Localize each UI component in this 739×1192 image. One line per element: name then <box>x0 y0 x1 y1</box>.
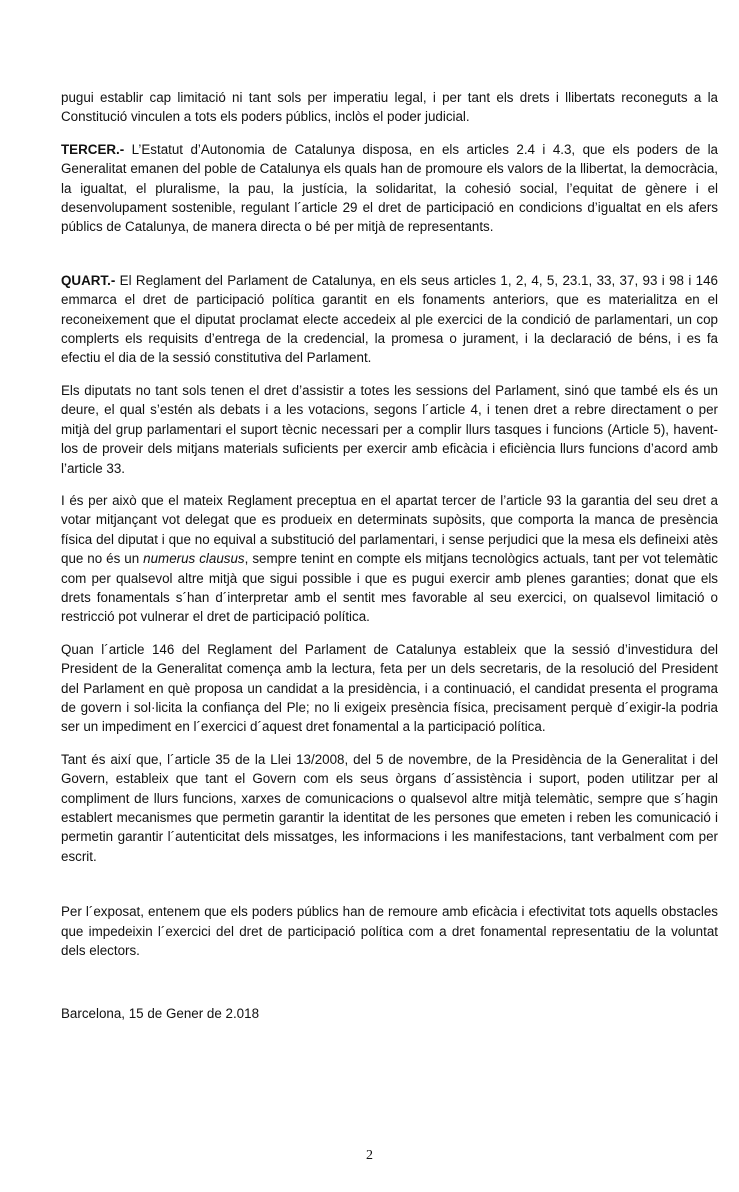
reglament-italic: numerus clausus <box>143 551 245 567</box>
document-body <box>61 88 718 1024</box>
reglament-text-b: , sempre tenint en compte els mitjans tecnològics actuals, tant per vot telemàtic com per qualsevol altre mitjà que sigui possible i que es pugui exercir amb plenes garanties; donat que els drets fonamentals s´han d´interpretar amb el sentit mes favorable al seu exercici, on qualsevol limitació o restricció pot vulnerar el dret de participació política. <box>61 551 719 625</box>
paragraph-investidura: Quan l´article 146 del Reglament del Parlament de Catalunya estableix que la sessió d’investidura del President de la Generalitat comença amb la lectura, feta per un dels secretaris, de la resolució del President del Parlament en què proposa un candidat a la presidència, i a continuació, el candidat presenta el programa de govern i sol·licita la confiança del Ple; no li exigeix presència física, precisament perquè d´exigir-la podria ser un impediment en l´exercici d´aquest dret fonamental a la participació política. <box>61 641 718 735</box>
paragraph-reglament <box>61 491 718 627</box>
paragraph-tercer <box>61 140 718 237</box>
paragraph-quart <box>61 271 718 368</box>
paragraph-exposat: Per l´exposat, entenem que els poders públics han de remoure amb eficàcia i efectivitat tots aquells obstacles que impedeixin l´exercici del dret de participació política com a dret fonamental representatiu de la voluntat dels electors. <box>61 904 718 959</box>
closing-date: Barcelona, 15 de Gener de 2.018 <box>61 1006 260 1022</box>
paragraph-continuation: pugui establir cap limitació ni tant sols per imperatiu legal, i per tant els drets i llibertats reconeguts a la Constitució vinculen a tots els poders públics, inclòs el poder judicial. <box>61 90 718 125</box>
quart-text: El Reglament del Parlament de Catalunya, en els seus articles 1, 2, 4, 5, 23.1, 33, 37, 93 i 98 i 146 emmarca el dret de participació política garantit en els fonaments anteriors, que es materialitza en el reconeixement que el diputat proclamat electe accedeix al ple exercici de la condició de parlamentari, un cop complerts els requisits d’entrega de la credencial, la promesa o jurament, i la declaració de béns, i es fa efectiu el dia de la sessió constitutiva del Parlament. <box>61 272 718 366</box>
quart-label: QUART.- <box>61 272 116 288</box>
paragraph-diputats: Els diputats no tant sols tenen el dret d’assistir a totes les sessions del Parlament, sinó que també els és un deure, el qual s’estén als debats i a les votacions, segons l´article 4, i tenen dret a rebre directament o per mitjà del grup parlamentari el suport tècnic necessari per a complir llurs tasques i funcions (Article 5), havent-los de proveir dels mitjans materials suficients per exercir amb eficàcia i eficiència llurs funcions d’acord amb l’article 33. <box>61 382 718 476</box>
tercer-label: TERCER.- <box>61 141 125 157</box>
page-number: 2 <box>366 1148 373 1163</box>
paragraph-llei: Tant és així que, l´article 35 de la Llei 13/2008, del 5 de novembre, de la Presidència de la Generalitat i del Govern, estableix que tant el Govern com els seus òrgans d´assistència i suport, poden utilitzar per al compliment de llurs funcions, xarxes de comunicacions o qualsevol altre mitjà telemàtic, sempre que s´hagin establert mecanismes que permetin garantir la identitat de les persones que emeten i reben les comunicació i permetin garantir l´autenticitat dels missatges, les informacions i les manifestacions, tant verbalment com per escrit. <box>61 751 718 864</box>
reglament-text-a: I és per això que el mateix Reglament preceptua en el apartat tercer de l’article 93 la garantia del seu dret a votar mitjançant vot delegat que es produeix en determinats supòsits, que comporta la manca de presència física del diputat i que no equival a substitució del parlamentari, i sense perjudici que la mesa els defineixi atès que no és un <box>61 492 718 567</box>
tercer-text: L’Estatut d’Autonomia de Catalunya disposa, en els articles 2.4 i 4.3, que els poders de la Generalitat emanen del poble de Catalunya els quals han de promoure els valors de la llibertat, la democràcia, la igualtat, el pluralisme, la pau, la justícia, la solidaritat, la cohesió social, l’equitat de gènere i el desenvolupament sostenible, regulant l´article 29 el dret de participació en condicions d’igualtat en els afers públics de Catalunya, de manera directa o bé per mitjà de representants. <box>61 141 718 235</box>
